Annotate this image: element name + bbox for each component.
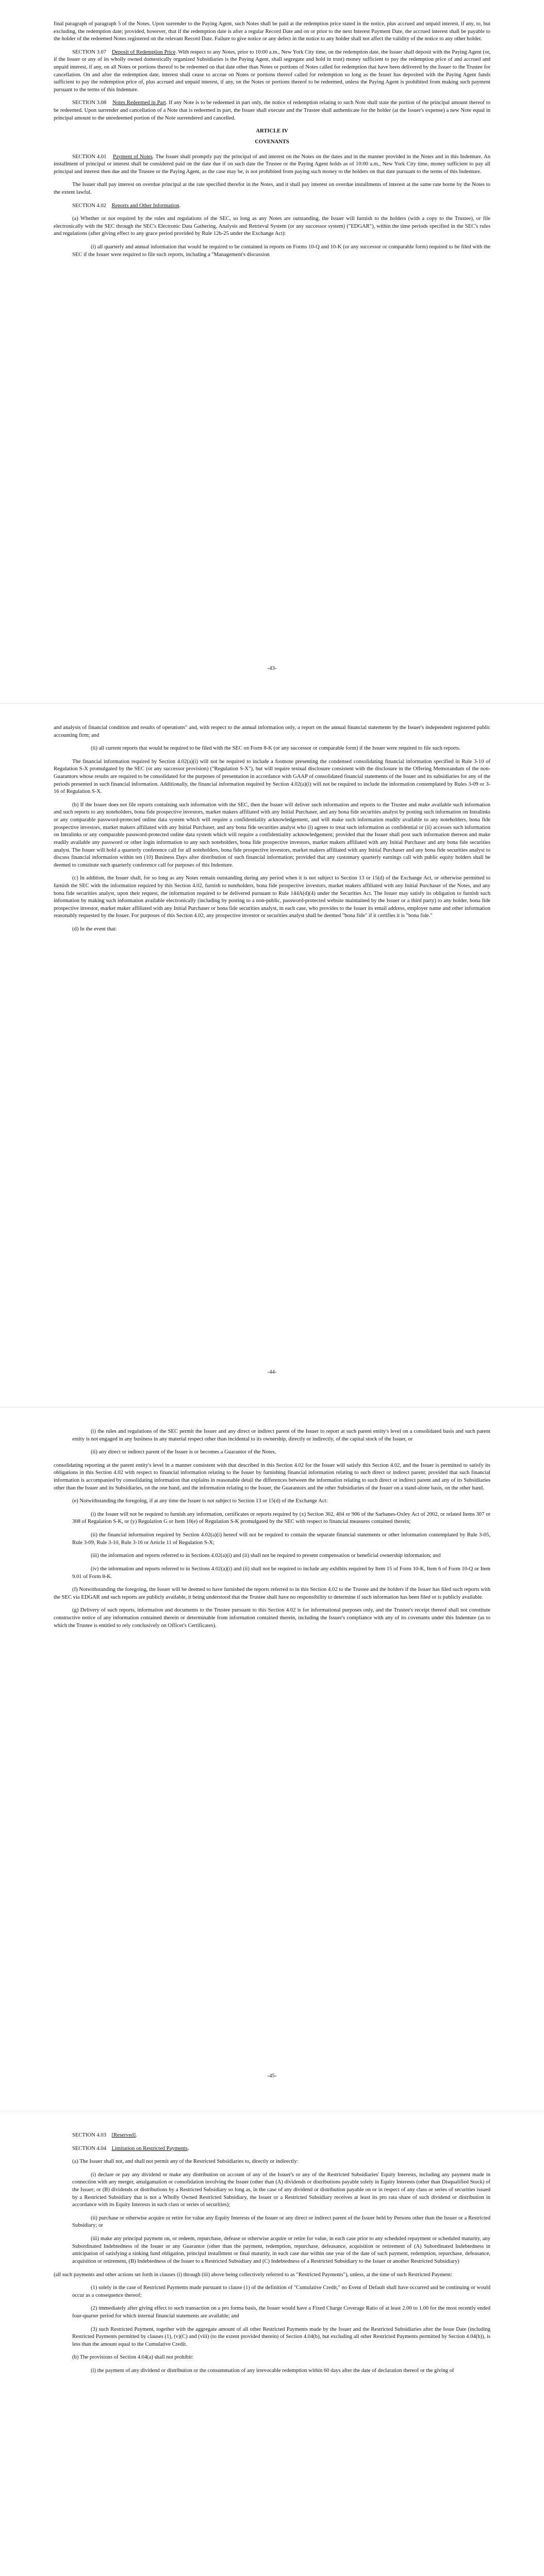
paragraph bbox=[54, 2305, 490, 2320]
paragraph-text: COVENANTS bbox=[255, 139, 289, 145]
paragraph bbox=[54, 99, 490, 122]
paragraph bbox=[54, 1566, 490, 1581]
paragraph bbox=[54, 2354, 490, 2362]
section-number: SECTION 3.08 bbox=[72, 100, 107, 106]
paragraph-text: (i) the payment of any dividend or distribution or the consummation of any irrevocable redemption within 60 days after the date of declaration thereof or the giving of bbox=[91, 2368, 454, 2374]
paragraph-text: (ii) the financial information required by Section 4.02(a)(i) hereof will not be required to contain the separate financial statements or other information contemplated by Rule 3-05, Rule 3-09, Rule 3-10, Rule 3-16 or Article 11 of Regulation S-X; bbox=[72, 1532, 490, 1546]
paragraph-text: (iii) make any principal payment on, or redeem, repurchase, defease or otherwise acquire or retire for value, in each case prior to any scheduled repayment or scheduled maturity, any Subordinated Indebtedness of the Issuer or any Guarantor (other than the payment, redemption, repurchase, defeasance, acquisition or retirement of (A) Subordinated Indebtedness in anticipation of satisfying a sinking fund obligation, principal installment or final maturity, in each case due within one year of the date of such payment, redemption, repurchase, defeasance, acquisition or retirement, (B) Indebtedness of the Issuer to a Restricted Subsidiary and (C) Indebtedness of a Restricted Subsidiary to the Issuer or another Restricted Subsidiary) bbox=[72, 2236, 490, 2264]
paragraph bbox=[54, 244, 490, 259]
paragraph bbox=[54, 1428, 490, 1443]
paragraph-text: (ii) purchase or otherwise acquire or retire for value any Equity Interests of the Issuer or any direct or indirect parent of the Issuer held by Persons other than the Issuer or a Restricted Subsidiary; or bbox=[72, 2215, 490, 2229]
paragraph-text: (c) In addition, the Issuer shall, for so long as any Notes remain outstanding during any period when it is not subject to Section 13 or 15(d) of the Exchange Act, or otherwise permitted to furnish the SEC with the information required by this Section 4.02, furnish to noteholders, bona fide prospective investors, market makers affiliated with any Initial Purchaser of the Notes, and any bona fide securities analyst, upon their request, the information required to be delivered pursuant to Rule 144A(d)(4) under the Securities Act. The Issuer may satisfy its obligation to furnish such information by making such information available electronically (including by posting to a non-public, password-protected website maintained by the Issuer or a third party) to any holder, bona fide prospective investor, market maker affiliated with any Initial Purchaser or bona fide securities analyst, in each case, who provides to the Issuer its email address, employer name and other information reasonably requested by the Issuer. For purposes of this Section 4.02, any prospective investor or securities analyst shall be deemed "bona fide" if it certifies it is "bona fide." bbox=[54, 875, 490, 919]
paragraph-text: (b) The provisions of Section 4.04(a) shall not prohibit: bbox=[72, 2354, 193, 2361]
paragraph-text: ARTICLE IV bbox=[256, 128, 288, 134]
article-heading bbox=[54, 128, 490, 135]
paragraph-text: (g) Delivery of such reports, information and documents to the Trustee pursuant to this Section 4.02 is for informational purposes only, and the Trustee's receipt thereof shall not constitute constructive notice of any information contained therein or determinable from information contained therein, including the Issuer's compliance with any of its covenants under this Indenture (as to which the Trustee is entitled to rely conclusively on Officer's Certificates). bbox=[54, 1607, 490, 1629]
page-number: -45- bbox=[267, 2073, 277, 2079]
section-number: SECTION 4.02 bbox=[72, 202, 106, 209]
paragraph bbox=[54, 724, 490, 739]
paragraph bbox=[54, 154, 490, 176]
section-title: Reports and Other Information bbox=[111, 202, 179, 209]
paragraph bbox=[54, 2158, 490, 2166]
paragraph-text: . The Issuer shall promptly pay the principal of and interest on the Notes on the dates and in the manner provided in the Notes and in this Indenture. An installment of principal or interest shall be considered paid on the date due if on such date the Trustee or the Paying Agent holds as of 10:00 a.m., New York City time, money sufficient to pay all principal and interest then due and the Trustee or the Paying Agent, as the case may be, is not prohibited from paying such money to the holders on that date pursuant to the terms of this Indenture. bbox=[54, 154, 491, 175]
paragraph-text: . bbox=[179, 202, 181, 209]
paragraph bbox=[54, 926, 490, 934]
paragraph bbox=[54, 2284, 490, 2299]
paragraph-text: (iv) the information and reports referred to in Sections 4.02(a)(i) and (ii) shall not be required to include any exhibits required by Item 15 of Form 10-K, Item 6 of Form 10-Q or Item 9.01 of Form 8-K. bbox=[72, 1566, 490, 1580]
paragraph bbox=[54, 2172, 490, 2209]
paragraph bbox=[54, 745, 490, 753]
paragraph-text: The financial information required by Section 4.02(a)(i) will not be required to include a footnote presenting the condensed consolidating financial information specified in Rule 3-10 of Regulation S-X promulgated by the SEC (or any successor provision) ("Regulation S-X"), but will require textual disclosure consistent with the disclosure in the Offering Memorandum of the non-Guarantors whose results are required to be consolidated for the purposes of presentation in accordance with GAAP of consolidated financial statements of the Issuer and its subsidiaries for any of the periods presented in such financial information. Additionally, the financial information required by Section 4.02(a)(i) will not be required to include the information contemplated by Rules 3-09 or 3-16 of Regulation S-X. bbox=[54, 758, 490, 795]
paragraph bbox=[54, 2326, 490, 2349]
paragraph-text: . bbox=[136, 2132, 137, 2138]
paragraph-text: (a) The Issuer shall not, and shall not permit any of the Restricted Subsidiaries to, directly or indirectly: bbox=[72, 2159, 299, 2165]
paragraph bbox=[54, 1586, 490, 1601]
paragraph-text: . bbox=[187, 2145, 189, 2151]
paragraph bbox=[54, 875, 490, 920]
paragraph bbox=[54, 2145, 490, 2153]
page-body bbox=[54, 724, 490, 939]
paragraph bbox=[54, 802, 490, 869]
paragraph bbox=[54, 1511, 490, 1526]
paragraph-text: final paragraph of paragraph 5 of the Notes. Upon surrender to the Paying Agent, such Notes shall be paid at the redemption price stated in the notice, plus accrued and unpaid interest, if any, to, but excluding, the redemption date; provided, however, that if the redemption date is after a regular Record Date and on or prior to the next Interest Payment Date, the accrued interest shall be payable to the holder of the redeemed Notes registered on the relevant Record Date. Failure to give notice or any defect in the notice to any holder shall not affect the validity of the notice to any other holder. bbox=[54, 21, 490, 42]
paragraph bbox=[54, 1449, 490, 1456]
paragraph-text: (iii) the information and reports referred to in Sections 4.02(a)(i) and (ii) shall not be required to present compensation or beneficial ownership information; and bbox=[91, 1553, 441, 1559]
paragraph bbox=[54, 2272, 490, 2279]
paragraph bbox=[54, 2132, 490, 2140]
paragraph-text: . With respect to any Notes, prior to 10:00 a.m., New York City time, on the redemption date, the Issuer shall deposit with the Paying Agent (or, if the Issuer or any of its wholly owned domestically organized Subsidiaries is the Paying Agent, shall segregate and hold in trust) money sufficient to pay the redemption price of and accrued and unpaid interest, if any, on all Notes or portions thereof to be redeemed on that date other than Notes or portions of Notes called for redemption that have been delivered by the Issuer to the Trustee for cancellation. On and after the redemption date, interest shall cease to accrue on Notes or portions thereof called for redemption so long as the Issuer has deposited with the Paying Agent funds sufficient to pay the redemption price of, plus accrued and unpaid interest, if any, on the Notes or portions thereof to be redeemed, unless the Paying Agent is prohibited from making such payment pursuant to the terms of this Indenture. bbox=[54, 49, 490, 93]
section-title: Payment of Notes bbox=[112, 154, 153, 160]
section-title: Deposit of Redemption Price bbox=[111, 49, 176, 55]
paragraph-text: (a) Whether or not required by the rules and regulations of the SEC, so long as any Notes are outstanding, the Issuer will furnish to the holders (with a copy to the Trustee), or file electronically with the SEC through the SEC's Electronic Data Gathering, Analysis and Retrieval System (or any successor system) ("EDGAR"), within the time periods specified in the SEC's rules and regulations (after giving effect to any grace period provided by Rule 12b-25 under the Exchange Act): bbox=[54, 216, 490, 237]
paragraph bbox=[54, 1552, 490, 1560]
page-number: -44- bbox=[267, 1369, 277, 1375]
page-body bbox=[54, 21, 490, 264]
section-title: Limitation on Restricted Payments bbox=[111, 2145, 188, 2151]
paragraph-text: (ii) any direct or indirect parent of the Issuer is or becomes a Guarantor of the Notes, bbox=[91, 1449, 276, 1455]
paragraph bbox=[54, 2235, 490, 2265]
paragraph bbox=[54, 1532, 490, 1547]
paragraph bbox=[54, 1462, 490, 1492]
paragraph-text: (d) In the event that: bbox=[72, 926, 117, 933]
paragraph bbox=[54, 2215, 490, 2230]
section-number: SECTION 4.03 bbox=[72, 2132, 106, 2138]
paragraph-text: (i) the rules and regulations of the SEC permit the Issuer and any direct or indirect parent of the Issuer to report at such parent entity's level on a consolidated basis and such parent entity is not engaged in any business in any material respect other than incidental to its ownership, directly or indirectly, of the capital stock of the Issuer, or bbox=[72, 1429, 490, 1442]
paragraph-text: . If any Note is to be redeemed in part only, the notice of redemption relating to such Note shall state the portion of the principal amount thereof to be redeemed. Upon surrender and cancellation of a Note that is redeemed in part, the Issuer shall execute and the Trustee shall authenticate for the holder (at the Issuer's expense) a new Note equal in principal amount to the unredeemed portion of the Note surrendered and cancelled. bbox=[54, 100, 490, 121]
section-number: SECTION 4.04 bbox=[72, 2145, 106, 2151]
article-heading bbox=[54, 139, 490, 146]
page-body bbox=[54, 2132, 490, 2381]
paragraph-text: consolidating reporting at the parent entity's level in a manner consistent with that described in this Section 4.02 for the Issuer will satisfy this Section 4.02, and the Issuer is permitted to satisfy its obligations in this Section 4.02 with respect to financial information relating to the Issuer by furnishing financial information relating to such direct or indirect parent; provided that such financial information is accompanied by consolidating information that explains in reasonable detail the differences between the information relating to such direct or indirect parent and any of its Subsidiaries other than the Issuer and its Subsidiaries, on the one hand, and the information relating to the Issuer, the Guarantors and the other Subsidiaries of the Issuer on a stand-alone basis, on the other hand. bbox=[54, 1462, 490, 1491]
paragraph-text: (e) Notwithstanding the foregoing, if at any time the Issuer is not subject to Section 13 or 15(d) of the Exchange Act: bbox=[72, 1498, 328, 1504]
page-number: -43- bbox=[267, 666, 277, 671]
paragraph-text: (1) solely in the case of Restricted Payments made pursuant to clause (1) of the definition of "Cumulative Credit," no Event of Default shall have occurred and be continuing or would occur as a consequence thereof; bbox=[72, 2285, 490, 2298]
paragraph-text: and analysis of financial condition and results of operations" and, with respect to the annual information only, a report on the annual financial statements by the Issuer's independent registered public accounting firm; and bbox=[54, 725, 490, 738]
paragraph bbox=[54, 1607, 490, 1630]
page-44 bbox=[0, 704, 544, 1407]
page-body bbox=[54, 1428, 490, 1635]
paragraph bbox=[54, 758, 490, 796]
paragraph-text: (i) the Issuer will not be required to furnish any information, certificates or reports required by (x) Section 302, 404 or 906 of the Sarbanes-Oxley Act of 2002, or related Items 307 or 308 of Regulation S-K, or (y) Regulation G or Item 10(e) of Regulation S-K promulgated by the SEC with respect to financial measures contained therein; bbox=[72, 1511, 490, 1525]
page-46 bbox=[0, 2111, 544, 2576]
paragraph bbox=[54, 202, 490, 210]
paragraph bbox=[54, 1498, 490, 1505]
section-number: SECTION 4.01 bbox=[72, 154, 107, 160]
paragraph bbox=[54, 215, 490, 238]
section-number: SECTION 3.07 bbox=[72, 49, 106, 55]
paragraph-text: (all such payments and other actions set forth in clauses (i) through (iii) above being collectively referred to as "Restricted Payments"), unless, at the time of such Restricted Payment: bbox=[54, 2272, 452, 2278]
paragraph bbox=[54, 49, 490, 94]
paragraph bbox=[54, 2367, 490, 2375]
paragraph-text: The Issuer shall pay interest on overdue principal at the rate specified therefor in the Notes, and it shall pay interest on overdue installments of interest at the same rate borne by the Notes to the extent lawful. bbox=[54, 182, 490, 195]
section-title: Notes Redeemed in Part bbox=[112, 100, 166, 106]
paragraph bbox=[54, 181, 490, 196]
paragraph-text: (b) If the Issuer does not file reports containing such information with the SEC, then the Issuer will deliver such information and reports to the Trustee and make available such information and such reports to any noteholders, bona fide prospective investors, market makers affiliated with any Initial Purchaser, and any bona fide securities analyst by posting such information on Intralinks or any comparable password-protected online data system which will require a confidentiality acknowledgement, and will make such information readily available to any noteholders, bona fide prospective investors, market makers affiliated with any Initial Purchaser, and any bona fide securities analyst who (i) agrees to treat such information as confidential or (ii) accesses such information on Intralinks or any comparable password-protected online data system which will require a confidentiality acknowledgement; provided that the Issuer shall post such information thereon and make readily available any password or other login information to any such noteholders, bona fide prospective investors, market makers affiliated with any Initial Purchaser and any bona fide securities analyst. The Issuer will hold a quarterly conference call for all noteholders, bona fide prospective investors, market makers affiliated with any Initial Purchaser and any bona fide securities analyst to discuss financial information within ten (10) Business Days after distribution of such financial information; provided that any customary quarterly earnings call with public equity holders shall be deemed to constitute such quarterly conference call for purposes of this Indenture. bbox=[54, 802, 490, 868]
paragraph-text: (f) Notwithstanding the foregoing, the Issuer will be deemed to have furnished the reports referred to in this Section 4.02 to the Trustee and the holders if the Issuer has filed such reports with the SEC via EDGAR and such reports are publicly available, it being understood that the Trustee shall have no responsibility to determine if such information has been filed or is publicly available. bbox=[54, 1587, 490, 1600]
paragraph-text: (3) such Restricted Payment, together with the aggregate amount of all other Restricted Payments made by the Issuer and the Restricted Subsidiaries after the Issue Date (including Restricted Payments permitted by clauses (1), (v)(C) and (viii) (to the extent provided therein) of Section 4.04(b), but excluding all other Restricted Payments permitted by Section 4.04(b)), is less than the amount equal to the Cumulative Credit. bbox=[72, 2326, 490, 2347]
page-45 bbox=[0, 1408, 544, 2111]
paragraph-text: (2) immediately after giving effect to such transaction on a pro forma basis, the Issuer would have a Fixed Charge Coverage Ratio of at least 2.00 to 1.00 for the most recently ended four-quarter period for which internal financial statements are available; and bbox=[72, 2306, 490, 2319]
paragraph-text: (ii) all current reports that would be required to be filed with the SEC on Form 8-K (or any successor or comparable form) if the Issuer were required to file such reports. bbox=[91, 745, 460, 752]
page-43 bbox=[0, 0, 544, 703]
section-title: [Reserved] bbox=[111, 2132, 136, 2138]
paragraph bbox=[54, 21, 490, 43]
paragraph-text: (i) declare or pay any dividend or make any distribution on account of any of the Issuer's or any of the Restricted Subsidiaries' Equity Interests, including any payment made in connection with any merger, amalgamation or consolidation involving the Issuer (other than (A) dividends or distributions payable solely in Equity Interests (other than Disqualified Stock) of the Issuer; or (B) dividends or distributions by a Restricted Subsidiary so long as, in the case of any dividend or distribution payable on or in respect of any class or series of securities issued by a Restricted Subsidiary that is not a Wholly Owned Restricted Subsidiary, the Issuer or a Restricted Subsidiary receives at least its pro rata share of such dividend or distribution in accordance with its Equity Interests in such class or series of securities); bbox=[72, 2172, 490, 2208]
paragraph-text: (i) all quarterly and annual information that would be required to be contained in reports on Forms 10-Q and 10-K (or any successor or comparable form) required to be filed with the SEC if the Issuer were required to file such reports, including a "Management's discussion bbox=[72, 244, 490, 258]
